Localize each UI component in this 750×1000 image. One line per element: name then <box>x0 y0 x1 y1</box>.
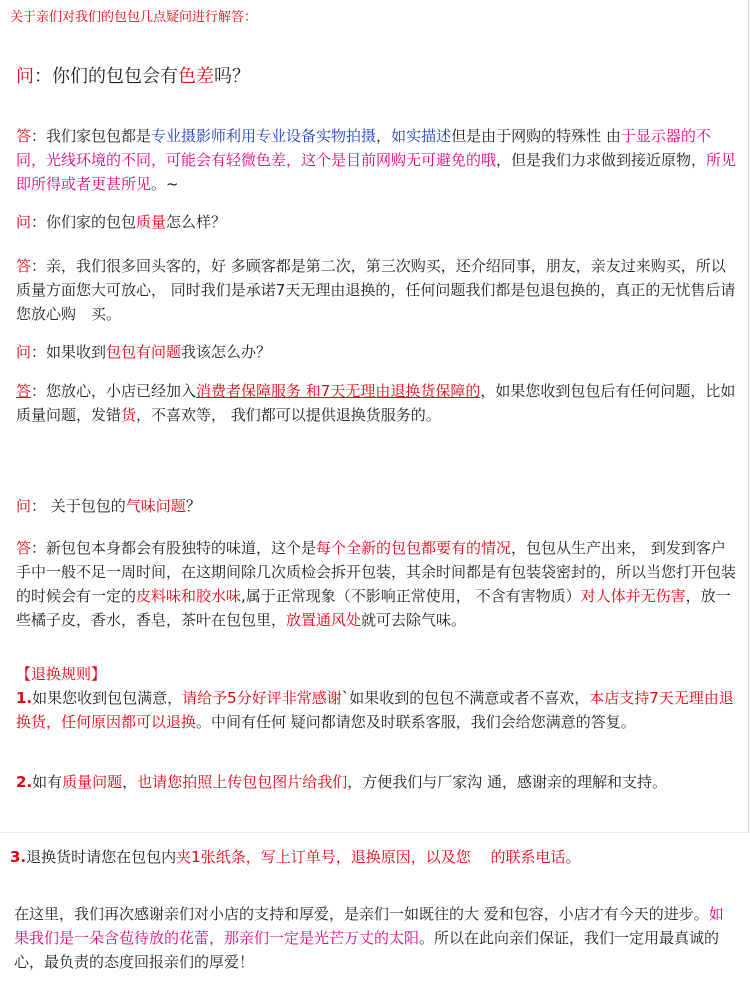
answer-label: 答 <box>16 127 32 145</box>
a3-part: 货 <box>121 406 137 424</box>
a3-part: ：您放心，小店已经加入 <box>31 382 197 400</box>
q4-text: ： 关于包包的 <box>31 497 126 515</box>
rule3-part: 退换货时请您在包包内 <box>26 848 177 866</box>
q1-text: 你们的包包会有 <box>52 66 178 87</box>
rule1-part: 请给予5分好评非常感谢 <box>182 689 342 707</box>
a3-part: 消费者保障服务 和7天无理由退换货保障的 <box>196 382 481 400</box>
question-color-diff <box>16 64 738 90</box>
a4-part: 就可去除气味。 <box>361 611 467 629</box>
answer-problem <box>16 379 738 427</box>
answer-quality <box>16 254 738 326</box>
answer-label: 答 <box>16 257 32 275</box>
rule3-part: 。 <box>565 848 581 866</box>
a1-part: ，但是我们力求做到接近原物， <box>496 151 707 169</box>
q1-highlight: 色差 <box>178 66 214 87</box>
page-header <box>10 8 732 28</box>
a1-part: 。~ <box>151 175 179 193</box>
section-divider <box>0 832 750 833</box>
rule1-part: 如果您收到包包满意， <box>32 689 183 707</box>
a4-part: 每个全新的包包都要有的情况 <box>316 539 512 557</box>
a4-part: 对人体并无伤害 <box>580 587 686 605</box>
a3-part: ，不喜欢等， 我们都可以提供退换货服务的。 <box>136 406 441 424</box>
a1-part: 于显示器的不同，光线环境的不同，可能会有轻微色差，这个是目前网购无可避免的哦 <box>16 127 711 169</box>
rules-title-text: 【退换规则】 <box>16 665 107 683</box>
right-divider <box>748 0 749 832</box>
a1-part: 专业摄影师利用专业设备实物拍摄 <box>151 127 377 145</box>
q2-text: ：你们家的包包 <box>31 213 137 231</box>
a1-part: ：我们家包包都是 <box>31 127 152 145</box>
rule-1 <box>16 686 738 734</box>
question-label: 问 <box>16 66 34 87</box>
a1-part: ， <box>376 127 392 145</box>
a1-part: 但是由于网购的特殊性 由 <box>451 127 621 145</box>
a3-part: ，如果您收到包包后有任何问题，比如质量问题，发错 <box>16 382 736 424</box>
question-label: 问 <box>16 213 32 231</box>
answer-label: 答 <box>16 382 32 400</box>
question-problem <box>16 340 738 364</box>
question-label: 问 <box>16 497 32 515</box>
a2-text: ：亲，我们很多回头客的，好 多顾客都是第二次，第三次购买，还介绍同事，朋友，亲友过来购买，所以质量方面您大可放心， 同时我们是承诺7天无理由退换的，任何问题我们都是包退包换的，真正的无忧售后请您放心购 买。 <box>16 257 736 323</box>
q4-tail: ？ <box>185 497 201 515</box>
header-text: 关于亲们对我们的包包几点疑问进行解答： <box>10 10 258 25</box>
rule2-part: ， <box>122 773 138 791</box>
answer-smell <box>16 536 738 632</box>
closing-part: 。所以在此向亲们保证，我们一定用最真诚的心，最负责的态度回报亲们的厚爱！ <box>14 929 720 971</box>
q1-tail: 吗？ <box>214 66 250 87</box>
question-quality <box>16 210 738 234</box>
rule2-part: ，方便我们与厂家沟 通，感谢亲的理解和支持。 <box>347 773 667 791</box>
rule-number: 3. <box>10 848 27 866</box>
question-label: 问 <box>16 343 32 361</box>
closing-part: 在这里，我们再次感谢亲们对小店的支持和厚爱，是亲们一如既往的大 爱和包容，小店才有今天的进步。 <box>14 905 709 923</box>
rule2-part: 也请您拍照上传包包图片给我们 <box>137 773 348 791</box>
rule1-part: `如果收到的包包不满意或者不喜欢， <box>341 689 590 707</box>
q3-tail: 我该怎么办？ <box>181 343 272 361</box>
rule1-part: 本店支持7天无理由退换货，任何原因都可以退换 <box>16 689 734 731</box>
rule2-part: 质量问题 <box>62 773 123 791</box>
a4-part: ，包包从生产出来， 到发到客户手中一般不足一周时间，在这期间除几次质检会拆开包装，其余时间都是有包装袋密封的，所以当您打开包装的时候会有一定的 <box>16 539 737 605</box>
answer-label: 答 <box>16 539 32 557</box>
a4-part: 放置通风处 <box>286 611 362 629</box>
rules-title <box>16 662 738 686</box>
q1-colon: ： <box>34 66 52 87</box>
q3-highlight: 包包有问题 <box>106 343 182 361</box>
q2-tail: 怎么样？ <box>166 213 227 231</box>
q4-highlight: 气味问题 <box>125 497 186 515</box>
closing-paragraph <box>14 902 736 974</box>
q3-text: ：如果收到 <box>31 343 107 361</box>
rule-number: 2. <box>16 773 33 791</box>
a4-part: ：新包包本身都会有股独特的味道，这个是 <box>31 539 317 557</box>
question-smell <box>16 494 738 518</box>
a4-part: ，放一些橘子皮，香水，香皂，茶叶在包包里， <box>16 587 731 629</box>
a1-part: 如实描述 <box>391 127 452 145</box>
a4-part: ,属于正常现象（不影响正常使用， 不含有害物质） <box>241 587 581 605</box>
rule-3 <box>10 845 732 869</box>
a4-part: 皮料味和胶水味 <box>136 587 242 605</box>
rule2-part: 如有 <box>32 773 63 791</box>
q2-highlight: 质量 <box>136 213 167 231</box>
rule1-part: 。中间有任何 疑问都请您及时联系客服，我们会给您满意的答复。 <box>196 713 636 731</box>
closing-part: 如果我们是一朵含苞待放的花蕾，那亲们一定是光芒万丈的太阳 <box>14 905 724 947</box>
a1-part: 所见即所得或者更甚所见 <box>16 151 737 193</box>
rule-2 <box>16 770 738 794</box>
answer-color-diff <box>16 124 738 196</box>
rule3-part: 夹1张纸条，写上订单号，退换原因，以及您 的联系电话 <box>176 848 566 866</box>
rule-number: 1. <box>16 689 33 707</box>
